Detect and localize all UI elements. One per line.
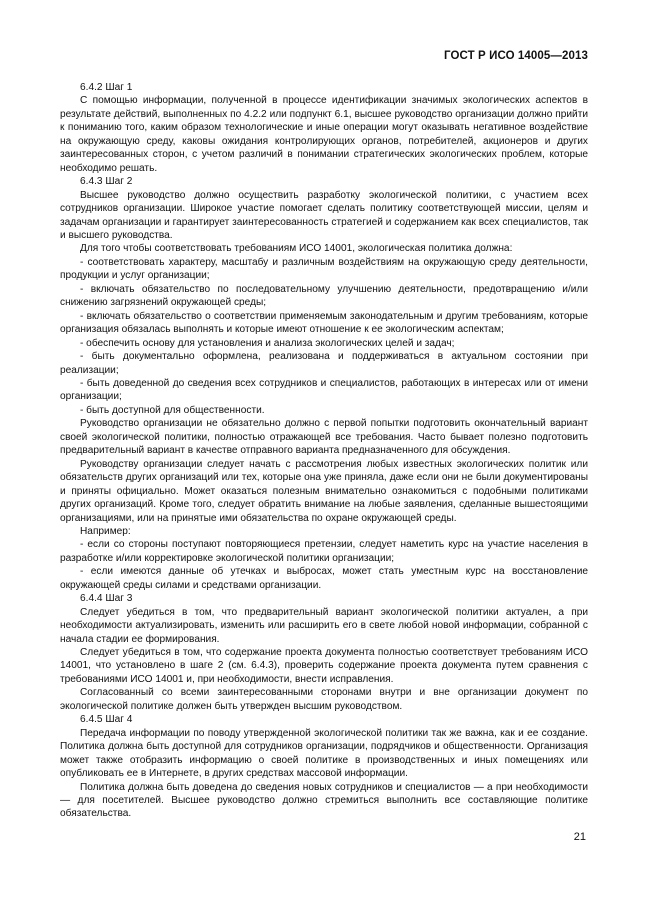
section-heading: 6.4.2 Шаг 1 xyxy=(80,82,133,93)
paragraph: Следует убедиться в том, что предварительный вариант экологической политики актуален, а при необходимости актуализировать, изменить или расширить его в свете любой новой информации, собранной с начала стадии ее формирования. xyxy=(60,606,588,645)
document-body xyxy=(60,81,588,821)
section-heading: 6.4.4 Шаг 3 xyxy=(80,593,133,605)
section-heading: 6.4.3 Шаг 2 xyxy=(80,176,133,188)
paragraph: Политика должна быть доведена до сведения новых сотрудников и специалистов — а при необходимости — для посетителей. Высшее руководство должно стремиться выполнить все составляющие политике обязательства. xyxy=(60,781,588,820)
list-item: - соответствовать характеру, масштабу и различным воздействиям на окружающую среду деятельности, продукции и услуг организации; xyxy=(60,256,588,282)
page-number: 21 xyxy=(573,831,586,843)
paragraph: Передача информации по поводу утвержденной экологической политики так же важна, как и ее создание. Политика должна быть доступной для сотрудников организации, подрядчиков и общественности. Организация может также отобразить информацию о своей политике в производственных и иных помещениях или опубликовать ее в Интернете, в других средствах массовой информации. xyxy=(60,727,588,780)
standard-header: ГОСТ Р ИСО 14005—2013 xyxy=(443,50,588,62)
paragraph: Руководству организации следует начать с рассмотрения любых известных экологических политик или обязательств других организаций или тех, которые она уже приняла, даже если они не были документированы и приняты официально. Может оказаться полезным внимательно ознакомиться с подобными политиками других организаций. Кроме того, следует обратить внимание на любые заявления, сделанные вышестоящими организациями, или на принятые ими обязательства по охране окружающей среды. xyxy=(60,458,588,524)
list-item: - включать обязательство о соответствии применяемым законодательным и другим требованиям, которые организация обязалась выполнять и которые имеют отношение к ее экологическим аспектам; xyxy=(60,310,588,336)
list-item: - если со стороны поступают повторяющиеся претензии, следует наметить курс на участие населения в разработке и/или корректировке экологической политики организации; xyxy=(60,539,588,564)
list-item: - включать обязательство по последовательному улучшению деятельности, предотвращению и/или снижению загрязнений окружающей среды; xyxy=(60,283,588,309)
list-item: - обеспечить основу для установления и анализа экологических целей и задач; xyxy=(80,337,455,349)
section-heading: 6.4.5 Шаг 4 xyxy=(80,714,133,726)
paragraph: С помощью информации, полученной в процессе идентификации значимых экологических аспектов в результате действий, выполненных по 4.2.2 или подпункт 6.1, высшее руководство организации должно прийти к пониманию того, каким образом технологические и иные операции могут оказывать негативное воздействие на окружающую среду, каковы ожидания контролирующих органов, потребителей, акционеров и других заинтересованных сторон, с учетом различий в понимании стратегических экологических проблем, которые необходимо решать. xyxy=(60,95,588,174)
paragraph: Руководство организации не обязательно должно с первой попытки подготовить окончательный вариант своей экологической политики, полностью отражающей все требования. Часто бывает полезно подготовить предварительный вариант в качестве отправного варианта предназначенного для обсуждения. xyxy=(60,418,588,457)
paragraph: Например: xyxy=(80,525,131,537)
list-item: - быть доступной для общественности. xyxy=(80,404,265,416)
paragraph: Согласованный со всеми заинтересованными сторонами внутри и вне организации документ по экологической политике должен быть утвержден высшим руководством. xyxy=(60,687,588,712)
paragraph: Для того чтобы соответствовать требованиям ИСО 14001, экологическая политика должна: xyxy=(80,243,513,255)
paragraph: Высшее руководство должно осуществить разработку экологической политики, с участием всех сотрудников организации. Широкое участие помогает сделать политику соответствующей миссии, целям и задачам организации и гарантирует заинтересованность стратегией и содержанием как всех специалистов, так и высшего руководства. xyxy=(60,189,588,241)
list-item: - если имеются данные об утечках и выбросах, может стать уместным курс на восстановление окружающей среды силами и средствами организации. xyxy=(60,566,588,591)
paragraph: Следует убедиться в том, что содержание проекта документа полностью соответствует требованиям ИСО 14001, что установлено в шаге 2 (см. 6.4.3), проверить содержание проекта документа путем сравнения с требованиями ИСО 14001 и, при необходимости, внести исправления. xyxy=(60,647,588,685)
list-item: - быть доведенной до сведения всех сотрудников и специалистов, работающих в интересах или от имени организации; xyxy=(60,377,588,403)
list-item: - быть документально оформлена, реализована и поддерживаться в актуальном состоянии при реализации; xyxy=(60,351,588,376)
